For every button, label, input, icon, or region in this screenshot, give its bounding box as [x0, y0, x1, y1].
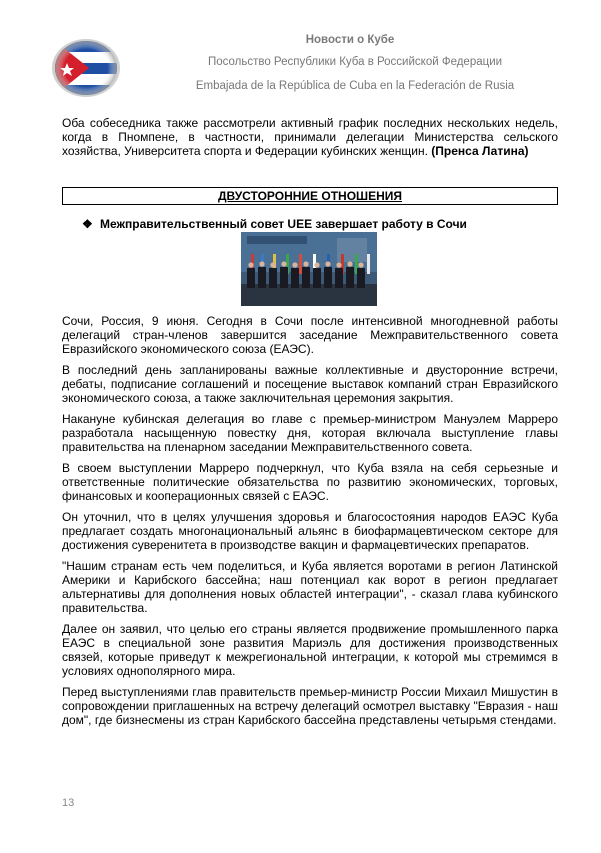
- section-heading: ДВУСТОРОННИЕ ОТНОШЕНИЯ: [62, 187, 558, 205]
- article-paragraph: "Нашим странам есть чем поделиться, и Куба является воротами в регион Латинской Америки и Карибского бассейна; наш потенциал как ворот в регион предлагает альтернативы для дополнения новых областей интеграции", - сказал глава кубинского правительства.: [62, 559, 558, 615]
- delegation-photo: [241, 232, 377, 306]
- article-paragraph: Перед выступлениями глав правительств премьер-министр России Михаил Мишустин в сопровождении приглашенных на встречу делегаций осмотрел выставку "Евразия - наш дом", где бизнесмены из стран Карибского бассейна представлены четырьмя стендами.: [62, 685, 558, 727]
- diamond-bullet-icon: ❖: [82, 217, 93, 231]
- article-paragraph: Он уточнил, что в целях улучшения здоровья и благосостояния народов ЕАЭС Куба предлагает создать многонациональный альянс в биофармацевтическом секторе для достижения суверенитета в производстве вакцин и фармацевтических препаратов.: [62, 510, 558, 552]
- article-paragraph: Сочи, Россия, 9 июня. Сегодня в Сочи после интенсивной многодневной работы делегаций стран-членов завершится заседание Межправительственного совета Евразийского экономического союза (ЕАЭС).: [62, 314, 558, 356]
- cuban-flag-circle-icon: [51, 38, 121, 98]
- article-title: [82, 217, 467, 231]
- article-paragraph: В своем выступлении Марреро подчеркнул, что Куба взяла на себя серьезные и ответственные политические обязательства по развитию экономических, торговых, финансовых и кооперационных связей с ЕАЭС.: [62, 461, 558, 503]
- intro-text: Оба собеседника также рассмотрели активный график последних нескольких недель, когда в Пномпене, в частности, принимали делегации Министерства сельского хозяйства, Университета спорта и Федерации кубинских женщин.: [62, 116, 558, 158]
- article-paragraph: Накануне кубинская делегация во главе с премьер-министром Мануэлем Марреро разработала насыщенную повестку дня, которая включала выступление главы правительства на пленарном заседании Межправительственного совета.: [62, 412, 558, 454]
- article-paragraph: В последний день запланированы важные коллективные и двусторонние встречи, дебаты, подписание соглашений и посещение выставок компаний стран Евразийского экономического союза, а также заключительная церемония закрытия.: [62, 363, 558, 405]
- intro-paragraph: [62, 116, 558, 158]
- article-title-text: Межправительственный совет UEE завершает работу в Сочи: [100, 217, 467, 231]
- header-title: Новости о Кубе: [305, 34, 395, 46]
- page-number: 13: [62, 797, 75, 809]
- article-paragraph: Далее он заявил, что целью его страны является продвижение промышленного парка ЕАЭС в специальной зоне развития Мариэль для достижения производственных связей, которые приведут к межрегиональной интеграции, к которой мы стремимся в условиях однополярного мира.: [62, 622, 558, 678]
- header-embassy-es: Embajada de la República de Cuba en la Federación de Rusia: [195, 80, 515, 92]
- intro-source: (Пренса Латина): [431, 144, 529, 158]
- header-embassy-ru: Посольство Республики Куба в Российской Федерации: [207, 56, 503, 68]
- article-body: [62, 314, 558, 734]
